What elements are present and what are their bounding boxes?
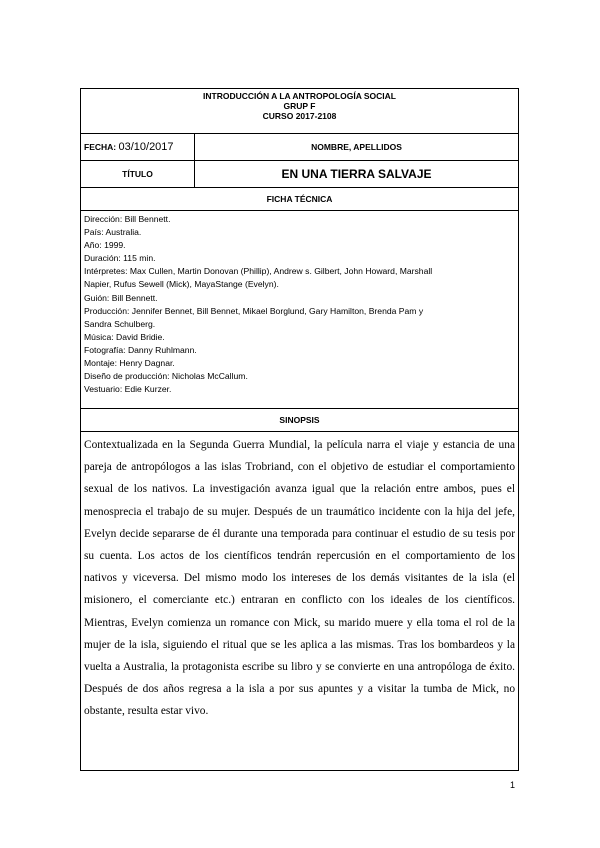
ficha-line: Sandra Schulberg. [84, 318, 156, 329]
sinopsis-heading: SINOPSIS [81, 409, 519, 432]
page-number: 1 [510, 780, 516, 790]
date-cell [81, 134, 195, 161]
course-header [81, 89, 519, 134]
ficha-line: Guión: Bill Bennett. [84, 292, 158, 303]
ficha-line: Fotografía: Danny Ruhlmann. [84, 344, 197, 355]
course-name: INTRODUCCIÓN A LA ANTROPOLOGÍA SOCIAL [203, 91, 396, 101]
film-title: EN UNA TIERRA SALVAJE [195, 161, 519, 188]
ficha-line: Intérpretes: Max Cullen, Martin Donovan (Phillip), Andrew s. Gilbert, John Howard, Marshall [84, 266, 433, 277]
ficha-line: País: Australia. [84, 227, 142, 238]
ficha-line: Vestuario: Edie Kurzer. [84, 384, 172, 395]
sinopsis-body: Contextualizada en la Segunda Guerra Mundial, la película narra el viaje y estancia de una pareja de antropólogos a las islas Trobriand, con el objetivo de estudiar el comportamiento sexual de los nativos. La investigación avanza igual que la relación entre ambos, pues el menosprecia el trabajo de su mujer. Después de un traumático incidente con la hija del jefe, Evelyn decide separarse de él durante una temporada para continuar el estudio de su tesis por su cuenta. Los actos de los científicos tendrán repercusión en el comportamiento de los nativos y viceversa. Del mismo modo los intereses de los demás visitantes de la isla (el misionero, el comerciante etc.) entraran en conflicto con los ideales de los científicos. Mientras, Evelyn comienza un romance con Mick, su marido muere y ella toma el rol de la mujer de la isla, siguiendo el ritual que se les aplica a las mismas. Tras los bombardeos y la vuelta a Australia, la protagonista escribe su libro y se convierte en una antropóloga de éxito. Después de dos años regresa a la isla a por sus apuntes y a visitar la tumba de Mick, no obstante, resulta estar vivo. [81, 432, 519, 771]
ficha-line: Diseño de producción: Nicholas McCallum. [84, 371, 248, 382]
ficha-line: Montaje: Henry Dagnar. [84, 358, 175, 369]
ficha-tecnica-body [81, 211, 519, 409]
ficha-line: Producción: Jennifer Bennet, Bill Bennet, Mikael Borglund, Gary Hamilton, Brenda Pam y [84, 305, 424, 316]
ficha-line: Duración: 115 min. [84, 253, 156, 264]
ficha-line: Año: 1999. [84, 240, 126, 251]
date-label: FECHA: [84, 142, 117, 152]
title-label: TÍTULO [81, 161, 195, 188]
ficha-tecnica-heading: FICHA TÉCNICA [81, 188, 519, 211]
course-form-table [80, 88, 519, 771]
ficha-line: Napier, Rufus Sewell (Mick), MayaStange (Evelyn). [84, 279, 279, 290]
document-page [80, 88, 518, 771]
name-label: NOMBRE, APELLIDOS [195, 134, 519, 161]
date-value: 03/10/2017 [118, 141, 174, 153]
course-group: GRUP F [283, 101, 316, 111]
ficha-line: Música: David Bridie. [84, 331, 165, 342]
ficha-line: Dirección: Bill Bennett. [84, 214, 171, 224]
course-year: CURSO 2017-2108 [262, 111, 337, 121]
